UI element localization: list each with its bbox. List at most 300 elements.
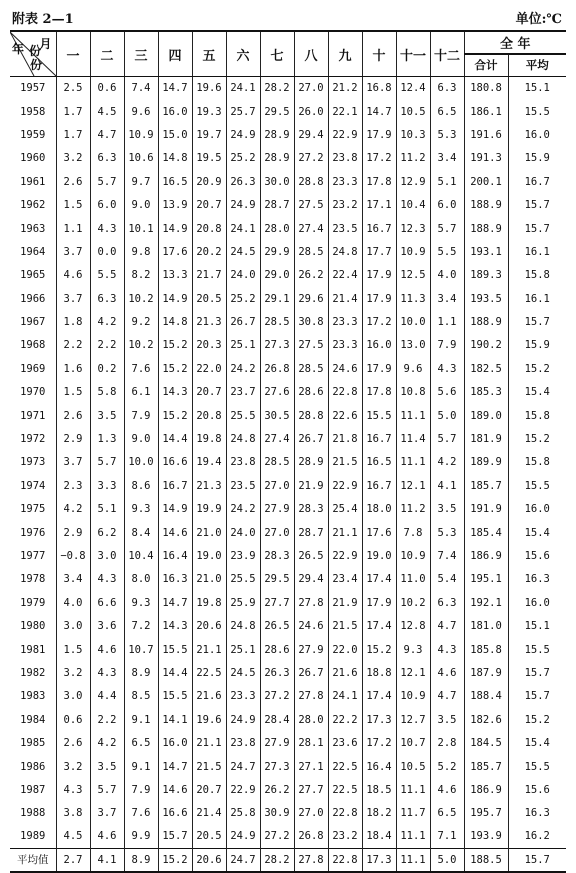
year-cell: 1962 <box>20 199 46 212</box>
month-value-cell: 24.5 <box>226 661 260 684</box>
month-value-cell: 6.0 <box>430 193 464 216</box>
year-cell: 1983 <box>20 690 46 703</box>
month-value-cell: 27.4 <box>294 217 328 240</box>
year-cell: 1978 <box>20 573 46 586</box>
month-value-cell: 3.7 <box>56 240 90 263</box>
month-header: 七 <box>260 31 294 77</box>
annual-sum-cell: 193.5 <box>464 287 508 310</box>
month-value-cell: 30.0 <box>260 170 294 193</box>
month-value-cell: 3.8 <box>56 802 90 825</box>
annual-sum-cell: 190.2 <box>464 334 508 357</box>
month-value-cell: 20.8 <box>192 404 226 427</box>
month-value-cell: 22.1 <box>328 100 362 123</box>
month-value-cell: 15.2 <box>158 334 192 357</box>
month-value-cell: 8.4 <box>124 521 158 544</box>
annual-sum-cell: 185.7 <box>464 755 508 778</box>
month-value-cell: 23.6 <box>328 731 362 754</box>
month-value-cell: 4.5 <box>90 100 124 123</box>
year-cell: 1989 <box>20 830 46 843</box>
year-cell: 1986 <box>20 760 46 773</box>
annual-avg-cell: 15.7 <box>508 661 566 684</box>
month-value-cell: 24.8 <box>226 614 260 637</box>
month-value-cell: 23.8 <box>328 147 362 170</box>
annual-sum-cell: 181.0 <box>464 614 508 637</box>
month-value-cell: 2.6 <box>56 731 90 754</box>
month-value-cell: 29.6 <box>294 287 328 310</box>
table-row <box>10 381 566 404</box>
month-value-cell: 20.5 <box>192 287 226 310</box>
month-value-cell: 1.8 <box>56 310 90 333</box>
month-value-cell: 22.8 <box>328 802 362 825</box>
table-row <box>10 498 566 521</box>
month-value-cell: 27.8 <box>294 591 328 614</box>
month-value-cell: 10.4 <box>396 193 430 216</box>
month-value-cell: 6.5 <box>124 731 158 754</box>
month-value-cell: 7.6 <box>124 802 158 825</box>
month-value-cell: 10.5 <box>396 100 430 123</box>
year-cell: 1963 <box>20 222 46 235</box>
month-value-cell: 27.4 <box>260 427 294 450</box>
month-value-cell: 11.1 <box>396 451 430 474</box>
month-value-cell: 28.3 <box>294 498 328 521</box>
month-value-cell: 14.8 <box>158 147 192 170</box>
month-value-cell: 21.9 <box>294 474 328 497</box>
month-value-cell: 23.4 <box>328 568 362 591</box>
month-value-cell: 18.5 <box>362 778 396 801</box>
month-value-cell: 11.2 <box>396 498 430 521</box>
month-value-cell: 5.0 <box>430 404 464 427</box>
month-value-cell: 3.2 <box>56 661 90 684</box>
month-value-cell: 6.3 <box>90 147 124 170</box>
annual-sum-cell: 184.5 <box>464 731 508 754</box>
month-value-cell: 4.3 <box>90 568 124 591</box>
month-value-cell: 16.0 <box>158 731 192 754</box>
month-value-cell: 14.7 <box>158 77 192 100</box>
month-value-cell: 24.9 <box>226 123 260 146</box>
month-value-cell: 28.1 <box>294 731 328 754</box>
month-value-cell: 14.3 <box>158 614 192 637</box>
month-value-cell: 28.6 <box>294 381 328 404</box>
month-value-cell: 5.7 <box>430 217 464 240</box>
annual-sum-cell: 200.1 <box>464 170 508 193</box>
month-value-cell: 7.4 <box>430 544 464 567</box>
month-value-cell: 29.9 <box>260 240 294 263</box>
month-value-cell: 9.6 <box>396 357 430 380</box>
month-value-cell: 9.1 <box>124 755 158 778</box>
month-value-cell: 29.5 <box>260 568 294 591</box>
table-row <box>10 427 566 450</box>
annual-sum-cell: 181.9 <box>464 427 508 450</box>
month-value-cell: 16.6 <box>158 802 192 825</box>
month-value-cell: 21.1 <box>192 638 226 661</box>
month-value-cell: 28.6 <box>260 638 294 661</box>
month-value-cell: 20.2 <box>192 240 226 263</box>
month-value-cell: 3.0 <box>90 544 124 567</box>
table-row <box>10 778 566 801</box>
table-row <box>10 755 566 778</box>
month-value-cell: 25.5 <box>226 404 260 427</box>
month-value-cell: 27.0 <box>294 77 328 100</box>
month-value-cell: 27.5 <box>294 334 328 357</box>
month-value-cell: 10.9 <box>396 685 430 708</box>
year-cell: 1974 <box>20 479 46 492</box>
month-value-cell: 22.2 <box>328 708 362 731</box>
corner-header <box>10 31 56 77</box>
month-value-cell: 14.6 <box>158 778 192 801</box>
month-value-cell: 4.6 <box>56 264 90 287</box>
month-value-cell: 9.9 <box>124 825 158 848</box>
annual-avg-cell: 15.7 <box>508 193 566 216</box>
annual-sum-header: 合计 <box>464 54 508 77</box>
month-value-cell: 28.9 <box>260 123 294 146</box>
year-cell: 1959 <box>20 128 46 141</box>
annual-sum-cell: 191.6 <box>464 123 508 146</box>
month-value-cell: 26.2 <box>260 778 294 801</box>
year-cell: 1984 <box>20 713 46 726</box>
month-value-cell: 22.0 <box>192 357 226 380</box>
month-value-cell: 8.9 <box>124 661 158 684</box>
month-value-cell: 29.4 <box>294 568 328 591</box>
month-value-cell: 23.8 <box>226 451 260 474</box>
month-value-cell: 8.5 <box>124 685 158 708</box>
month-value-cell: 12.8 <box>396 614 430 637</box>
month-value-cell: 27.3 <box>260 755 294 778</box>
month-value-cell: 10.9 <box>396 544 430 567</box>
month-value-cell: 27.0 <box>260 474 294 497</box>
corner-fen-2: 份 <box>30 58 43 72</box>
month-value-cell: 6.6 <box>90 591 124 614</box>
month-value-cell: 30.8 <box>294 310 328 333</box>
month-value-cell: 0.6 <box>56 708 90 731</box>
month-value-cell: 3.5 <box>430 708 464 731</box>
table-row <box>10 147 566 170</box>
month-value-cell: 7.9 <box>430 334 464 357</box>
month-value-cell: 21.7 <box>192 264 226 287</box>
corner-fen-1: 份 <box>29 44 42 58</box>
month-value-cell: 28.5 <box>260 451 294 474</box>
month-value-cell: 21.3 <box>192 310 226 333</box>
month-value-cell: 14.7 <box>158 755 192 778</box>
month-value-cell: 10.8 <box>396 381 430 404</box>
month-value-cell: 6.2 <box>90 521 124 544</box>
month-value-cell: 3.4 <box>430 147 464 170</box>
month-value-cell: 17.6 <box>158 240 192 263</box>
annual-sum-cell: 188.9 <box>464 310 508 333</box>
month-value-cell: 5.7 <box>90 778 124 801</box>
month-value-cell: 20.9 <box>192 170 226 193</box>
month-value-cell: 4.6 <box>90 825 124 848</box>
month-value-cell: 19.8 <box>192 427 226 450</box>
month-value-cell: 14.4 <box>158 661 192 684</box>
month-value-cell: 4.1 <box>430 474 464 497</box>
annual-sum-cell: 188.9 <box>464 217 508 240</box>
month-value-cell: 26.7 <box>294 661 328 684</box>
annual-avg-cell: 15.2 <box>508 357 566 380</box>
month-value-cell: 17.6 <box>362 521 396 544</box>
month-value-cell: 25.5 <box>226 568 260 591</box>
month-value-cell: 15.2 <box>158 848 192 871</box>
month-value-cell: 2.9 <box>56 521 90 544</box>
month-value-cell: 17.3 <box>362 848 396 871</box>
month-value-cell: 4.2 <box>90 731 124 754</box>
month-value-cell: 3.4 <box>56 568 90 591</box>
table-row <box>10 731 566 754</box>
month-value-cell: 9.0 <box>124 193 158 216</box>
month-value-cell: 3.6 <box>90 614 124 637</box>
month-value-cell: 25.9 <box>226 591 260 614</box>
year-cell: 1957 <box>20 82 46 95</box>
month-value-cell: 11.2 <box>396 147 430 170</box>
month-value-cell: 22.9 <box>328 474 362 497</box>
year-cell: 1981 <box>20 643 46 656</box>
month-value-cell: 27.9 <box>294 638 328 661</box>
month-value-cell: 15.5 <box>158 685 192 708</box>
annual-avg-cell: 16.1 <box>508 240 566 263</box>
year-cell: 1969 <box>20 362 46 375</box>
annual-sum-cell: 189.3 <box>464 264 508 287</box>
table-row <box>10 802 566 825</box>
annual-sum-cell: 188.5 <box>464 848 508 871</box>
month-value-cell: 24.6 <box>328 357 362 380</box>
annual-avg-cell: 15.4 <box>508 521 566 544</box>
month-value-cell: 26.8 <box>260 357 294 380</box>
table-row <box>10 685 566 708</box>
month-value-cell: 28.5 <box>294 240 328 263</box>
month-value-cell: 14.7 <box>362 100 396 123</box>
month-value-cell: 28.7 <box>260 193 294 216</box>
month-value-cell: 7.9 <box>124 404 158 427</box>
month-value-cell: 1.7 <box>56 123 90 146</box>
month-value-cell: 17.4 <box>362 685 396 708</box>
annual-avg-cell: 15.7 <box>508 217 566 240</box>
month-value-cell: 4.1 <box>90 848 124 871</box>
month-value-cell: 21.1 <box>192 731 226 754</box>
month-value-cell: 19.4 <box>192 451 226 474</box>
month-value-cell: 25.2 <box>226 147 260 170</box>
month-value-cell: 23.3 <box>328 334 362 357</box>
month-value-cell: 9.0 <box>124 427 158 450</box>
annual-avg-cell: 15.5 <box>508 638 566 661</box>
annual-avg-cell: 15.7 <box>508 310 566 333</box>
month-value-cell: 24.2 <box>226 357 260 380</box>
month-value-cell: 27.8 <box>294 685 328 708</box>
annual-sum-cell: 186.1 <box>464 100 508 123</box>
month-value-cell: 26.3 <box>260 661 294 684</box>
month-value-cell: 4.3 <box>430 638 464 661</box>
month-header: 四 <box>158 31 192 77</box>
month-value-cell: 2.3 <box>56 474 90 497</box>
month-value-cell: 14.9 <box>158 498 192 521</box>
month-value-cell: 24.5 <box>226 240 260 263</box>
month-value-cell: 14.4 <box>158 427 192 450</box>
month-value-cell: 24.0 <box>226 264 260 287</box>
month-value-cell: 21.6 <box>192 685 226 708</box>
table-row <box>10 310 566 333</box>
table-row <box>10 638 566 661</box>
month-value-cell: 8.9 <box>124 848 158 871</box>
month-value-cell: 17.4 <box>362 614 396 637</box>
month-value-cell: 21.5 <box>192 755 226 778</box>
table-row <box>10 193 566 216</box>
table-row <box>10 123 566 146</box>
month-value-cell: 9.7 <box>124 170 158 193</box>
month-value-cell: 7.4 <box>124 77 158 100</box>
month-value-cell: 7.6 <box>124 357 158 380</box>
table-row <box>10 568 566 591</box>
month-value-cell: 21.5 <box>328 614 362 637</box>
month-value-cell: 1.5 <box>56 193 90 216</box>
month-value-cell: 20.6 <box>192 614 226 637</box>
annual-sum-cell: 186.9 <box>464 778 508 801</box>
month-value-cell: 3.7 <box>56 287 90 310</box>
month-value-cell: 3.5 <box>430 498 464 521</box>
month-value-cell: 4.2 <box>90 310 124 333</box>
month-value-cell: 27.2 <box>294 147 328 170</box>
annual-avg-cell: 15.1 <box>508 77 566 100</box>
month-value-cell: 3.5 <box>90 404 124 427</box>
month-value-cell: 14.8 <box>158 310 192 333</box>
month-value-cell: 11.7 <box>396 802 430 825</box>
annual-avg-cell: 16.0 <box>508 591 566 614</box>
table-row <box>10 544 566 567</box>
annual-sum-cell: 191.3 <box>464 147 508 170</box>
annual-avg-cell: 16.0 <box>508 498 566 521</box>
month-value-cell: 26.2 <box>294 264 328 287</box>
annual-sum-cell: 193.9 <box>464 825 508 848</box>
month-value-cell: 6.0 <box>90 193 124 216</box>
month-value-cell: 21.4 <box>328 287 362 310</box>
month-value-cell: 16.7 <box>362 427 396 450</box>
month-value-cell: 11.1 <box>396 778 430 801</box>
table-row <box>10 77 566 100</box>
annual-avg-cell: 15.5 <box>508 100 566 123</box>
annual-avg-cell: 15.2 <box>508 427 566 450</box>
month-value-cell: 1.3 <box>90 427 124 450</box>
month-value-cell: 29.1 <box>260 287 294 310</box>
month-value-cell: 17.9 <box>362 287 396 310</box>
month-value-cell: 4.7 <box>430 614 464 637</box>
month-value-cell: 24.7 <box>226 755 260 778</box>
annual-header: 全 年 <box>464 31 566 54</box>
month-value-cell: 25.1 <box>226 638 260 661</box>
annual-avg-cell: 15.9 <box>508 147 566 170</box>
month-value-cell: 10.1 <box>124 217 158 240</box>
month-value-cell: 21.3 <box>192 474 226 497</box>
month-value-cell: 10.0 <box>124 451 158 474</box>
month-value-cell: 1.5 <box>56 381 90 404</box>
month-value-cell: 17.9 <box>362 264 396 287</box>
table-row <box>10 287 566 310</box>
month-value-cell: 11.1 <box>396 848 430 871</box>
month-value-cell: 16.3 <box>158 568 192 591</box>
month-value-cell: 15.5 <box>158 638 192 661</box>
month-value-cell: 5.3 <box>430 521 464 544</box>
month-value-cell: 29.0 <box>260 264 294 287</box>
month-value-cell: 24.0 <box>226 521 260 544</box>
month-value-cell: 18.8 <box>362 661 396 684</box>
month-value-cell: 5.8 <box>90 381 124 404</box>
month-value-cell: 19.9 <box>192 498 226 521</box>
month-value-cell: 23.5 <box>226 474 260 497</box>
month-value-cell: 20.8 <box>192 217 226 240</box>
month-value-cell: 21.4 <box>192 802 226 825</box>
year-cell: 1982 <box>20 666 46 679</box>
month-value-cell: 9.1 <box>124 708 158 731</box>
month-value-cell: 28.5 <box>260 310 294 333</box>
month-value-cell: 4.3 <box>90 217 124 240</box>
table-label: 附表 2—1 <box>12 12 74 27</box>
table-row <box>10 170 566 193</box>
annual-avg-cell: 16.0 <box>508 123 566 146</box>
month-value-cell: 28.9 <box>294 451 328 474</box>
month-value-cell: 22.5 <box>192 661 226 684</box>
month-value-cell: 26.7 <box>294 427 328 450</box>
year-cell: 1976 <box>20 526 46 539</box>
month-value-cell: 20.3 <box>192 334 226 357</box>
month-value-cell: 3.3 <box>90 474 124 497</box>
annual-avg-header: 平均 <box>508 54 566 77</box>
month-value-cell: 23.7 <box>226 381 260 404</box>
month-value-cell: 5.7 <box>430 427 464 450</box>
annual-avg-cell: 16.3 <box>508 568 566 591</box>
month-value-cell: 27.9 <box>260 498 294 521</box>
month-value-cell: 19.0 <box>192 544 226 567</box>
month-value-cell: 14.9 <box>158 217 192 240</box>
annual-sum-cell: 195.1 <box>464 568 508 591</box>
month-value-cell: −0.8 <box>56 544 90 567</box>
month-value-cell: 19.8 <box>192 591 226 614</box>
month-value-cell: 14.7 <box>158 591 192 614</box>
month-header: 十 <box>362 31 396 77</box>
month-value-cell: 24.2 <box>226 498 260 521</box>
month-value-cell: 1.7 <box>56 100 90 123</box>
month-value-cell: 20.7 <box>192 778 226 801</box>
month-value-cell: 6.3 <box>90 287 124 310</box>
month-value-cell: 28.2 <box>260 77 294 100</box>
month-value-cell: 17.1 <box>362 193 396 216</box>
month-value-cell: 2.2 <box>90 334 124 357</box>
month-value-cell: 28.7 <box>294 521 328 544</box>
month-header: 五 <box>192 31 226 77</box>
month-value-cell: 17.9 <box>362 591 396 614</box>
month-value-cell: 27.6 <box>260 381 294 404</box>
annual-sum-cell: 182.5 <box>464 357 508 380</box>
month-value-cell: 15.2 <box>362 638 396 661</box>
annual-avg-cell: 15.8 <box>508 451 566 474</box>
month-value-cell: 14.6 <box>158 521 192 544</box>
month-value-cell: 16.4 <box>158 544 192 567</box>
month-value-cell: 28.0 <box>260 217 294 240</box>
annual-sum-cell: 195.7 <box>464 802 508 825</box>
annual-sum-cell: 186.9 <box>464 544 508 567</box>
month-value-cell: 4.2 <box>430 451 464 474</box>
month-value-cell: 30.9 <box>260 802 294 825</box>
month-value-cell: 11.1 <box>396 825 430 848</box>
month-value-cell: 10.7 <box>396 731 430 754</box>
month-value-cell: 9.3 <box>124 498 158 521</box>
month-value-cell: 24.8 <box>328 240 362 263</box>
month-value-cell: 17.8 <box>362 381 396 404</box>
month-value-cell: 6.3 <box>430 77 464 100</box>
month-value-cell: 18.2 <box>362 802 396 825</box>
annual-sum-cell: 189.9 <box>464 451 508 474</box>
month-value-cell: 20.7 <box>192 193 226 216</box>
month-value-cell: 14.1 <box>158 708 192 731</box>
year-cell: 1972 <box>20 433 46 446</box>
year-cell: 1960 <box>20 152 46 165</box>
year-cell: 1973 <box>20 456 46 469</box>
month-value-cell: 24.9 <box>226 708 260 731</box>
